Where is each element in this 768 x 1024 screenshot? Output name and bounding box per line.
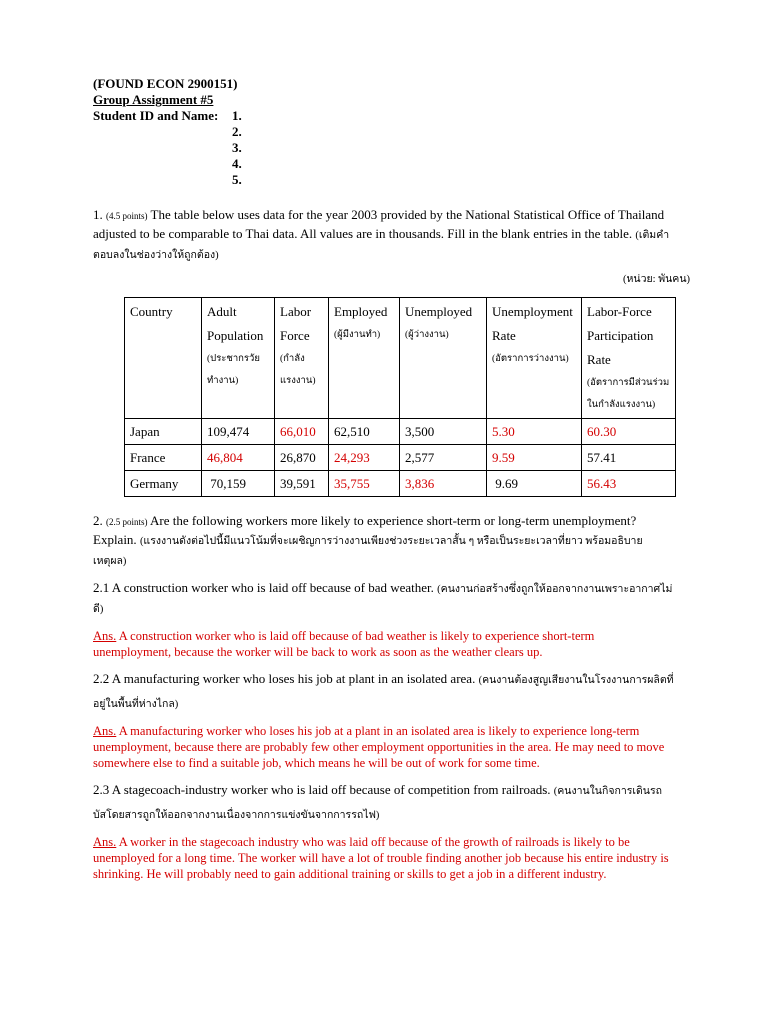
table-row bbox=[125, 471, 676, 497]
cell-country: Germany bbox=[125, 471, 202, 497]
cell-unemployed: 3,500 bbox=[400, 419, 487, 445]
student-number-list bbox=[232, 108, 242, 188]
cell-urate: 9.59 bbox=[487, 445, 582, 471]
question-number: 2. bbox=[93, 513, 103, 528]
cell-urate: 9.69 bbox=[487, 471, 582, 497]
cell-employed: 24,293 bbox=[329, 445, 400, 471]
cell-adult: 46,804 bbox=[202, 445, 275, 471]
sub-question: 2.2 A manufacturing worker who loses his job at plant in an isolated area. (คนงานต้องสูญเสียงานในโรงงานการผลิตที่อยู่ในพื้นที่ห่างไกล) bbox=[93, 671, 674, 710]
assignment-header bbox=[93, 76, 683, 188]
cell-unemployed: 3,836 bbox=[400, 471, 487, 497]
question-text: The table below uses data for the year 2003 provided by the National Statistical Office of Thailand adjusted to be comparable to Thai data. All values are in thousands. Fill in the blank entries in the table. bbox=[93, 207, 665, 241]
question-thai: (เติมคำตอบลงในช่องว่างให้ถูกต้อง) bbox=[93, 230, 670, 261]
cell-labor: 66,010 bbox=[275, 419, 329, 445]
sub-question: 2.3 A stagecoach-industry worker who is laid off because of competition from railroads. (คนงานในกิจการเดินรถบัสโดยสารถูกให้ออกจากงานเนื่องจากการแข่งขันจากการรถไฟ) bbox=[93, 782, 662, 821]
unit-label: (หน่วย: พันคน) bbox=[623, 274, 690, 285]
student-number: 1. bbox=[232, 108, 242, 123]
table-row bbox=[125, 419, 676, 445]
answer-label: Ans. bbox=[93, 724, 117, 738]
student-number: 5. bbox=[232, 172, 242, 187]
course-code: (FOUND ECON 2900151) bbox=[93, 76, 238, 91]
table-header-row bbox=[125, 298, 676, 419]
header-employed: Employed (ผู้มีงานทำ) bbox=[329, 298, 400, 419]
question-2 bbox=[93, 512, 675, 882]
student-label: Student ID and Name: bbox=[93, 108, 219, 123]
answer-label: Ans. bbox=[93, 629, 117, 643]
cell-adult: 70,159 bbox=[202, 471, 275, 497]
question-thai: (แรงงานดังต่อไปนี้มีแนวโน้มที่จะเผชิญการว่างงานเพียงช่วงระยะเวลาสั้น ๆ หรือเป็นระยะเวลาที่ยาว พร้อมอธิบายเหตุผล) bbox=[93, 536, 643, 567]
header-country: Country bbox=[125, 298, 202, 419]
answer: Ans. A worker in the stagecoach industry who was laid off because of the growth of railroads is likely to be unemployed for a long time. The worker will have a lot of trouble finding another job because his entire industry is shrinking. He will probably need to gain additional training or skills to get a job in a different industry. bbox=[93, 835, 669, 881]
header-unemployment-rate: Unemployment Rate (อัตราการว่างงาน) bbox=[487, 298, 582, 419]
header-adult-population: Adult Population (ประชากรวัย ทำงาน) bbox=[202, 298, 275, 419]
cell-country: France bbox=[125, 445, 202, 471]
cell-adult: 109,474 bbox=[202, 419, 275, 445]
labor-data-table bbox=[124, 297, 676, 497]
table-row bbox=[125, 445, 676, 471]
student-number: 3. bbox=[232, 140, 242, 155]
assignment-title: Group Assignment #5 bbox=[93, 92, 214, 107]
header-unemployed: Unemployed (ผู้ว่างงาน) bbox=[400, 298, 487, 419]
question-1 bbox=[93, 206, 673, 265]
cell-labor: 26,870 bbox=[275, 445, 329, 471]
points: (2.5 points) bbox=[106, 517, 148, 527]
cell-labor: 39,591 bbox=[275, 471, 329, 497]
cell-urate: 5.30 bbox=[487, 419, 582, 445]
sub-question: 2.1 A construction worker who is laid off because of bad weather. (คนงานก่อสร้างซึ่งถูกให้ออกจากงานเพราะอากาศไม่ดี) bbox=[93, 580, 673, 615]
answer: Ans. A manufacturing worker who loses his job at a plant in an isolated area is likely to experience long-term unemployment, because there are probably few other employment opportunities in the area. He may need to move somewhere else to find a suitable job, which means he will be out of work for some time. bbox=[93, 724, 665, 770]
header-lfpr: Labor-Force Participation Rate (อัตราการมีส่วนร่วม ในกำลังแรงงาน) bbox=[582, 298, 676, 419]
cell-lfpr: 56.43 bbox=[582, 471, 676, 497]
student-number: 2. bbox=[232, 124, 242, 139]
student-number: 4. bbox=[232, 156, 242, 171]
header-labor-force: Labor Force (กำลัง แรงงาน) bbox=[275, 298, 329, 419]
cell-employed: 62,510 bbox=[329, 419, 400, 445]
points: (4.5 points) bbox=[106, 211, 148, 221]
question-text: Are the following workers more likely to experience short-term or long-term unemployment? Explain. bbox=[93, 513, 637, 547]
cell-unemployed: 2,577 bbox=[400, 445, 487, 471]
cell-employed: 35,755 bbox=[329, 471, 400, 497]
answer: Ans. A construction worker who is laid off because of bad weather is likely to experience short-term unemployment, because the worker will be back to work as soon as the weather clears up. bbox=[93, 629, 595, 659]
cell-lfpr: 60.30 bbox=[582, 419, 676, 445]
answer-label: Ans. bbox=[93, 835, 117, 849]
question-number: 1. bbox=[93, 207, 103, 222]
cell-country: Japan bbox=[125, 419, 202, 445]
cell-lfpr: 57.41 bbox=[582, 445, 676, 471]
